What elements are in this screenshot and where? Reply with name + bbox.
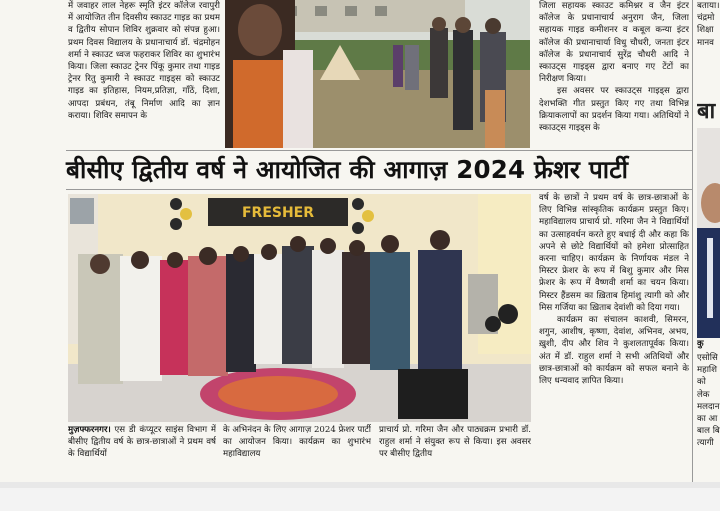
article-paragraph: प्राचार्य प्रो. गरिमा जैन और पाठ्यक्रम प्रभारी डॉ. राहुल शर्मा ने संयुक्त रूप से किया। इस अवसर पर बीसीए द्वितीय xyxy=(379,425,531,460)
scout-camp-image xyxy=(225,0,530,148)
article-paragraph: एसोसि महाशि को लेक मलदान का आ बाल बि त्यागी xyxy=(697,353,720,449)
article-paragraph: जिला सहायक स्काउट कमिश्नर व जैन इंटर कॉलेज के प्रधानाचार्य अनुराग जैन, जिला सहायक गाइड कमीशनर व कबूल कन्या इंटर कॉलेज की प्रधानाचार्या विधु चौधरी, जनता इंटर कॉलेज के प्रधानाचार्य सुरेंद्र चौधरी आदि ने स्काउट्स गाइड्स द्वारा बनाए गए टेंटों का निरीक्षण किया। xyxy=(539,1,689,85)
article-paragraph: बताया। चंद्रमो शिक्षा मानव xyxy=(697,1,720,48)
adjacent-portrait-photo xyxy=(697,128,720,338)
top-left-article-text xyxy=(68,0,220,148)
article-paragraph: वर्ष के छात्रों ने प्रथम वर्ष के छात्र-छात्राओं के लिए विभिन्न सांस्कृतिक कार्यक्रम प्रस्तुत किए। महाविद्यालय प्राचार्य प्रो. गरिमा जैन ने विद्यार्थियों का उत्साहवर्धन करते हुए बधाई दी और कहा कि अपने से छोटे विद्यार्थियों को हमेशा प्रोत्साहित करना चाहिए। कार्यक्रम के निर्णायक मंडल ने मिस्टर फ्रेशर के रूप में बिशु कुमार और मिस फ्रेशर के रूप में वैष्णवी शर्मा का चयन किया। मिस्टर हैंडसम का ख़िताब हिमांशु त्यागी को और मिस गर्जिया का ख़िताब देवांशी को दिया गया। xyxy=(539,193,689,313)
group-photo-image xyxy=(68,194,531,422)
right-article-text xyxy=(539,192,689,482)
bottom-column-3 xyxy=(379,424,531,482)
article-paragraph: इस अवसर पर स्काउट्स गाइड्स द्वारा देशभक्ति गीत प्रस्तुत किए गए तथा विभिन्न क्रियाकलापों का प्रदर्शन किया गया। अतिथियों ने स्काउट्स गाइड्स के xyxy=(539,86,689,134)
divider xyxy=(66,189,692,190)
bottom-column-1 xyxy=(68,424,216,482)
dateline: मुज़फ्फरनगर। xyxy=(68,425,111,435)
top-right-article-text xyxy=(539,0,689,148)
adjacent-article-bottom xyxy=(697,352,720,482)
column-divider xyxy=(692,0,693,482)
adjacent-article-top xyxy=(697,0,720,90)
bottom-column-2 xyxy=(223,424,371,482)
article-paragraph: में जवाहर लाल नेहरू स्मृति इंटर कॉलेज रवापुरी में आयोजित तीन दिवसीय स्काउट गाइड का प्रथम व द्वितीय सोपान शिविर शुक्रवार को संपन्न हुआ। प्रथम दिवस विद्यालय के प्रधानाचार्य डॉ. चंद्रमोहन शर्मा ने स्काउट ध्वज फहराकर शिविर का शुभारंभ किया। जिला स्काउट ट्रेनर पिंकू कुमार तथा गाइड ट्रेनर रितु कुमारी ने स्काउट गाइड्स को स्काउट गाइड का इतिहास, नियम,प्रतिज्ञा, गाँठें, दिशा, आपदा प्रबंधन, तंबू निर्माण आदि का ज्ञान कराया। शिविर समापन के xyxy=(68,1,220,121)
portrait-image xyxy=(697,128,720,338)
banner-text: FRESHER xyxy=(241,205,315,221)
adjacent-headline: बा xyxy=(697,99,716,124)
divider xyxy=(66,150,692,151)
headline: बीसीए द्वितीय वर्ष ने आयोजित की आगाज़ 2024 फ्रेशर पार्टी xyxy=(66,155,629,184)
article-paragraph: कार्यक्रम का संचालन काशवी, सिमरन, शगुन, आशीष, कृष्णा, देवांश, अभिनव, अभय, ख़ुशी, दीप और शिव ने कुशलतापूर्वक किया। अंत में डॉ. राहुल शर्मा ने सभी अतिथियों और छात्र-छात्राओं को कार्यक्रम को सफल बनाने के लिए धन्यवाद ज्ञापित किया। xyxy=(539,315,689,387)
article-paragraph: एस डी कंप्यूटर साइंस विभाग में बीसीए द्वितीय वर्ष के छात्र-छात्राओं ने प्रथम वर्ष के विद्यार्थियों xyxy=(68,425,216,460)
article-paragraph: के अभिनंदन के लिए आगाज़ 2024 फ्रेशर पार्टी का आयोजन किया। कार्यक्रम का शुभारंभ महाविद्यालय xyxy=(223,425,371,460)
scout-camp-photo xyxy=(225,0,530,148)
next-page-strip xyxy=(0,488,720,511)
fresher-party-photo xyxy=(68,194,531,422)
caption-text: कु xyxy=(697,339,704,349)
adjacent-caption xyxy=(697,338,720,352)
